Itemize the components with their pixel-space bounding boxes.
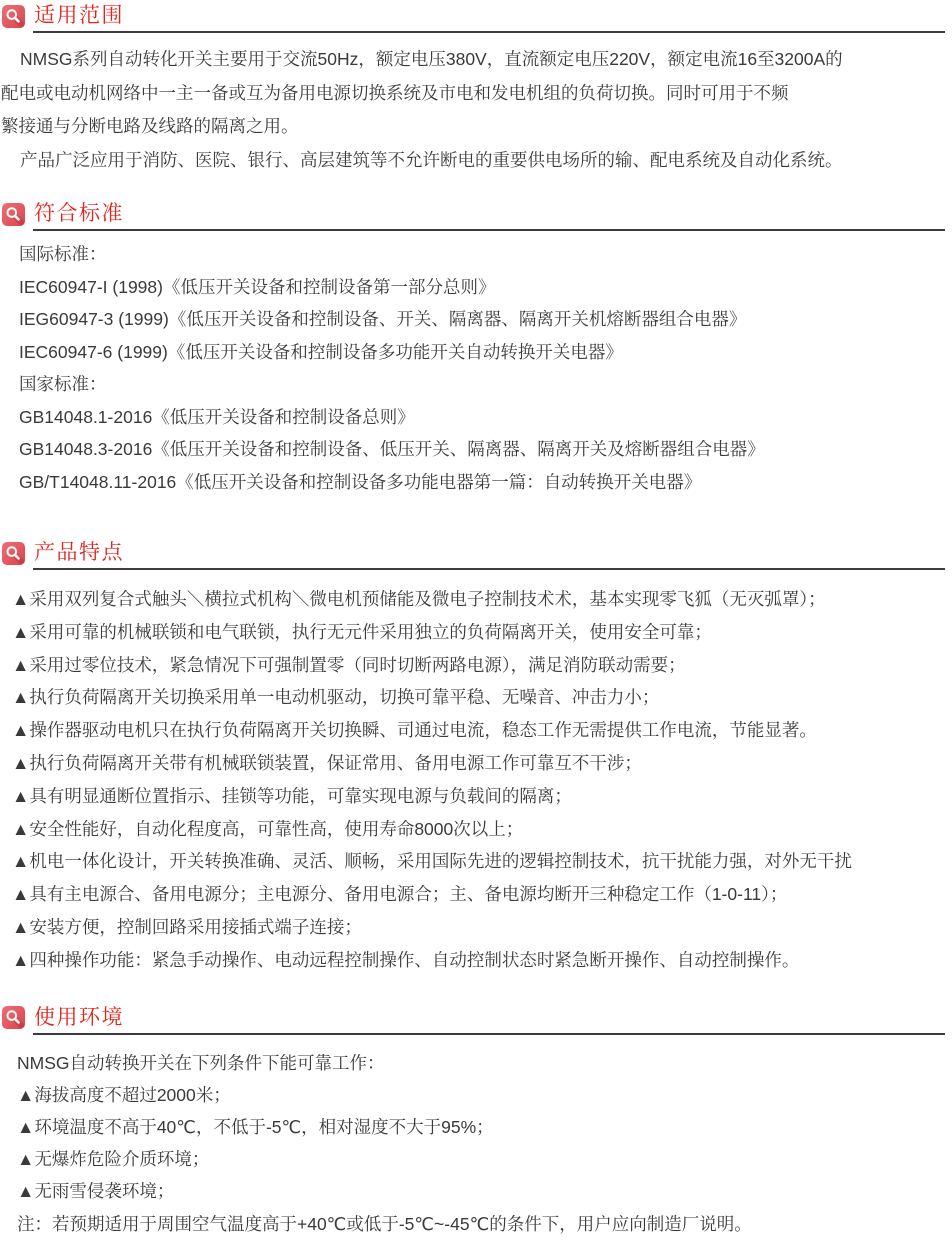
environment-bullet: ▲无爆炸危险介质环境； (17, 1149, 210, 1170)
paragraph-line: 配电或电动机网络中一主一备或互为备用电源切换系统及市电和发电机组的负荷切换。同时可用于不频 (1, 82, 789, 103)
section-divider (33, 229, 945, 231)
feature-bullet: ▲四种操作功能：紧急手动操作、电动远程控制操作、自动控制状态时紧急断开操作、自动控制操作。 (12, 949, 800, 970)
section-scope-header (0, 3, 952, 29)
feature-bullet: ▲安装方便，控制回路采用接插式端子连接； (12, 916, 362, 937)
scope-paragraphs (0, 43, 952, 177)
standard-line: GB14048.3-2016《低压开关设备和控制设备、低压开关、隔离器、隔离开关及熔断器组合电器》 (19, 439, 765, 459)
section-divider (33, 568, 945, 570)
section-features (0, 540, 952, 977)
feature-bullet: ▲采用双列复合式触头＼横拉式机构＼微电机预储能及微电子控制技术术，基本实现零飞狐（无灭弧罩）； (12, 589, 826, 609)
feature-bullet: ▲执行负荷隔离开关切换采用单一电动机驱动，切换可靠平稳、无噪音、冲击力小； (12, 687, 660, 708)
magnifier-icon (2, 542, 25, 565)
environment-bullet: ▲环境温度不高于40℃，不低于-5℃，相对湿度不大于95%； (17, 1116, 494, 1137)
feature-bullet: ▲安全性能好，自动化程度高，可靠性高，使用寿命8000次以上； (12, 818, 524, 839)
magnifier-icon (2, 203, 25, 226)
feature-bullet: ▲具有明显通断位置指示、挂锁等功能，可靠实现电源与负载间的隔离； (12, 785, 572, 806)
feature-bullet: ▲操作器驱动电机只在执行负荷隔离开关切换瞬、司通过电流，稳态工作无需提供工作电流，节能显著。 (12, 720, 817, 741)
document-page (0, 3, 952, 1242)
standards-list (0, 238, 952, 498)
environment-intro: NMSG自动转换开关在下列条件下能可靠工作： (17, 1052, 385, 1073)
standard-line: GB/T14048.11-2016《低压开关设备和控制设备多功能电器第一篇：自动转换开关电器》 (19, 471, 702, 492)
standard-line: IEG60947-3 (1999)《低压开关设备和控制设备、开关、隔离器、隔离开关机熔断器组合电器》 (19, 309, 747, 329)
feature-bullet: ▲采用过零位技术，紧急情况下可强制置零（同时切断两路电源），满足消防联动需要； (12, 654, 686, 675)
section-standards-title: 符合标准 (34, 202, 124, 225)
standard-line: GB14048.1-2016《低压开关设备和控制设备总则》 (19, 406, 415, 427)
paragraph-line: 产品广泛应用于消防、医院、银行、高层建筑等不允许断电的重要供电场所的输、配电系统及自动化系统。 (20, 149, 843, 170)
environment-bullet: ▲无雨雪侵袭环境； (17, 1181, 175, 1202)
standard-line: 国家标准： (19, 374, 107, 394)
section-standards (0, 201, 952, 498)
section-environment-header (0, 1005, 952, 1031)
section-environment-title: 使用环境 (34, 1005, 124, 1029)
section-divider (33, 1033, 945, 1035)
section-standards-header (0, 201, 952, 227)
standard-line: 国际标准： (19, 244, 107, 264)
feature-bullet: ▲执行负荷隔离开关带有机械联锁装置，保证常用、备用电源工作可靠互不干涉； (12, 752, 642, 773)
section-scope (0, 3, 952, 177)
section-environment (0, 1005, 952, 1240)
feature-bullet: ▲采用可靠的机械联锁和电气联锁，执行无元件采用独立的负荷隔离开关，使用安全可靠； (12, 621, 712, 642)
paragraph-line: 繁接通与分断电路及线路的隔离之用。 (1, 116, 299, 136)
section-scope-title: 适用范围 (34, 4, 124, 27)
environment-note: 注：若预期适用于周围空气温度高于+40℃或低于-5℃~-45℃的条件下，用户应向制造厂说明。 (17, 1213, 752, 1234)
section-divider (33, 31, 945, 33)
paragraph-line: NMSG系列自动转化开关主要用于交流50Hz，额定电压380V，直流额定电压220V，额定电流16至3200A的 (20, 49, 843, 69)
environment-list (0, 1047, 952, 1240)
features-list (0, 583, 952, 977)
magnifier-icon (2, 1006, 25, 1029)
standard-line: IEC60947-I (1998)《低压开关设备和控制设备第一部分总则》 (19, 276, 496, 297)
magnifier-icon (2, 5, 25, 28)
standard-line: IEC60947-6 (1999)《低压开关设备和控制设备多功能开关自动转换开关电器》 (19, 341, 623, 362)
environment-bullet: ▲海拔高度不超过2000米； (17, 1084, 231, 1105)
feature-bullet: ▲具有主电源合、备用电源分；主电源分、备用电源合；主、备电源均断开三种稳定工作（1-0-11）； (12, 884, 788, 905)
section-features-header (0, 540, 952, 566)
feature-bullet: ▲机电一体化设计，开关转换准确、灵活、顺畅，采用国际先进的逻辑控制技术，抗干扰能力强，对外无干扰 (12, 851, 852, 872)
section-features-title: 产品特点 (34, 541, 124, 564)
